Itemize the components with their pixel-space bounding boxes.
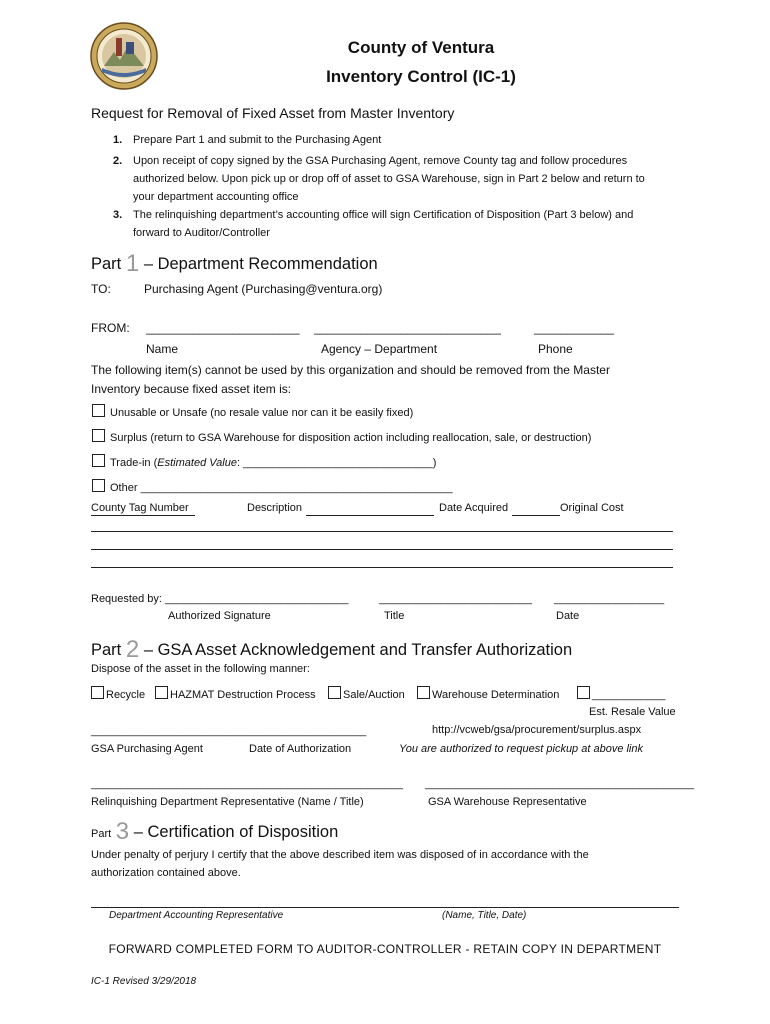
from-phone-caption: Phone — [538, 342, 573, 356]
removal-statement: The following item(s) cannot be used by this organization and should be removed from the Master Inventory because fixed asset item is: — [91, 363, 610, 396]
auth-date-caption: Date of Authorization — [249, 743, 352, 755]
step-text: forward to Auditor/Controller — [133, 227, 270, 239]
checkbox[interactable] — [92, 479, 105, 492]
option-label: Surplus (return to GSA Warehouse for disposition action including reallocation, sale, or destruction) — [110, 432, 592, 444]
relinquishing-rep-caption: Relinquishing Department Representative (Name / Title) — [91, 796, 364, 808]
checkbox[interactable] — [92, 454, 105, 467]
relinquishing-rep-field[interactable]: ___________________________________________________ — [91, 778, 404, 790]
asset-entry-line[interactable] — [91, 549, 673, 550]
method-sale-auction[interactable]: Sale/Auction — [328, 686, 405, 701]
header-underline — [306, 515, 434, 516]
checkbox[interactable] — [92, 429, 105, 442]
method-warehouse[interactable]: Warehouse Determination — [417, 686, 559, 701]
checkbox[interactable] — [155, 686, 168, 699]
pickup-note: You are authorized to request pickup at above link — [399, 743, 643, 755]
requested-date-field[interactable]: __________________ — [554, 593, 665, 605]
requested-by-field[interactable]: Requested by: ______________________________ — [91, 593, 349, 605]
step-text: your department accounting office — [133, 191, 299, 203]
part1-heading: Part 1 – Department Recommendation — [91, 250, 378, 277]
warehouse-rep-field[interactable]: ____________________________________________ — [425, 778, 695, 790]
from-name-field[interactable]: _______________________ — [146, 321, 300, 335]
from-name-caption: Name — [146, 342, 179, 356]
option-label: Unusable or Unsafe (no resale value nor can it be easily fixed) — [110, 407, 414, 419]
warehouse-rep-caption: GSA Warehouse Representative — [428, 796, 587, 808]
step-text: authorized below. Upon pick up or drop off of asset to GSA Warehouse, sign in Part 2 below and return to — [133, 173, 645, 185]
from-label: FROM: — [91, 321, 130, 335]
from-agency-caption: Agency – Department — [321, 342, 438, 356]
checkbox[interactable] — [417, 686, 430, 699]
part2-number: 2 — [125, 636, 140, 663]
step-1 — [113, 134, 381, 146]
step-text: Upon receipt of copy signed by the GSA Purchasing Agent, remove County tag and follow procedures — [133, 155, 628, 167]
checkbox[interactable] — [91, 686, 104, 699]
step-number: 1. — [113, 134, 123, 146]
form-title-line2: Inventory Control (IC-1) — [326, 67, 516, 86]
method-hazmat[interactable]: HAZMAT Destruction Process — [155, 686, 316, 701]
step-number: 3. — [113, 209, 123, 221]
asset-entry-line[interactable] — [91, 567, 673, 568]
method-other[interactable]: ____________ — [577, 686, 665, 701]
to-value: Purchasing Agent (Purchasing@ventura.org) — [144, 282, 383, 296]
accounting-signature-line[interactable] — [91, 907, 679, 908]
col-original-cost: Original Cost — [560, 502, 624, 514]
dispose-instruction: Dispose of the asset in the following manner: — [91, 663, 310, 675]
col-county-tag: County Tag Number — [91, 502, 189, 514]
option-unusable[interactable] — [92, 404, 413, 419]
step-3 — [113, 206, 633, 242]
gsa-signature-field[interactable]: _____________________________________________ — [91, 725, 367, 737]
option-tradein[interactable]: Trade-in (Estimated Value: _______________________________) — [92, 454, 436, 469]
title-caption: Title — [384, 610, 405, 622]
step-number: 2. — [113, 155, 123, 167]
option-label: Other ___________________________________________________ — [110, 482, 453, 494]
part2-heading: Part 2 – GSA Asset Acknowledgement and Transfer Authorization — [91, 636, 573, 663]
requested-title-field[interactable]: _________________________ — [379, 593, 532, 605]
certification-statement: Under penalty of perjury I certify that the above described item was disposed of in accordance with the authorization contained above. — [91, 849, 589, 879]
checkbox[interactable] — [328, 686, 341, 699]
part1-number: 1 — [125, 250, 140, 277]
part3-heading: Part 3 – Certification of Disposition — [91, 818, 339, 845]
step-text: The relinquishing department’s accounting office will sign Certification of Disposition (Part 3 below) and — [133, 209, 634, 221]
checkbox[interactable] — [577, 686, 590, 699]
part3-number: 3 — [115, 818, 130, 845]
name-title-date-caption: (Name, Title, Date) — [442, 910, 527, 921]
asset-entry-line[interactable] — [91, 531, 673, 532]
accounting-rep-caption: Department Accounting Representative — [109, 910, 284, 921]
from-agency-field[interactable]: ____________________________ — [314, 321, 501, 335]
option-surplus[interactable] — [92, 429, 591, 444]
step-2 — [113, 152, 645, 206]
forward-instruction: FORWARD COMPLETED FORM TO AUDITOR-CONTROLLER - RETAIN COPY IN DEPARTMENT — [108, 942, 662, 956]
form-title-line1: County of Ventura — [347, 38, 495, 57]
header-underline — [91, 515, 195, 516]
col-description: Description — [247, 502, 303, 514]
to-label: TO: — [91, 282, 111, 296]
checkbox[interactable] — [92, 404, 105, 417]
resale-value-label: Est. Resale Value — [589, 706, 676, 718]
gsa-agent-caption: GSA Purchasing Agent — [91, 743, 203, 755]
signature-caption: Authorized Signature — [168, 610, 271, 622]
step-text: Prepare Part 1 and submit to the Purchasing Agent — [133, 134, 382, 146]
date-caption: Date — [556, 610, 580, 622]
surplus-url-link[interactable]: http://vcweb/gsa/procurement/surplus.aspx — [432, 724, 642, 736]
revision-label: IC-1 Revised 3/29/2018 — [91, 976, 197, 987]
form-subtitle: Request for Removal of Fixed Asset from Master Inventory — [91, 105, 455, 121]
header-underline — [512, 515, 560, 516]
col-date-acquired: Date Acquired — [439, 502, 509, 514]
from-phone-field[interactable]: ____________ — [534, 321, 615, 335]
option-other[interactable] — [92, 479, 453, 494]
method-recycle[interactable]: Recycle — [91, 686, 145, 701]
